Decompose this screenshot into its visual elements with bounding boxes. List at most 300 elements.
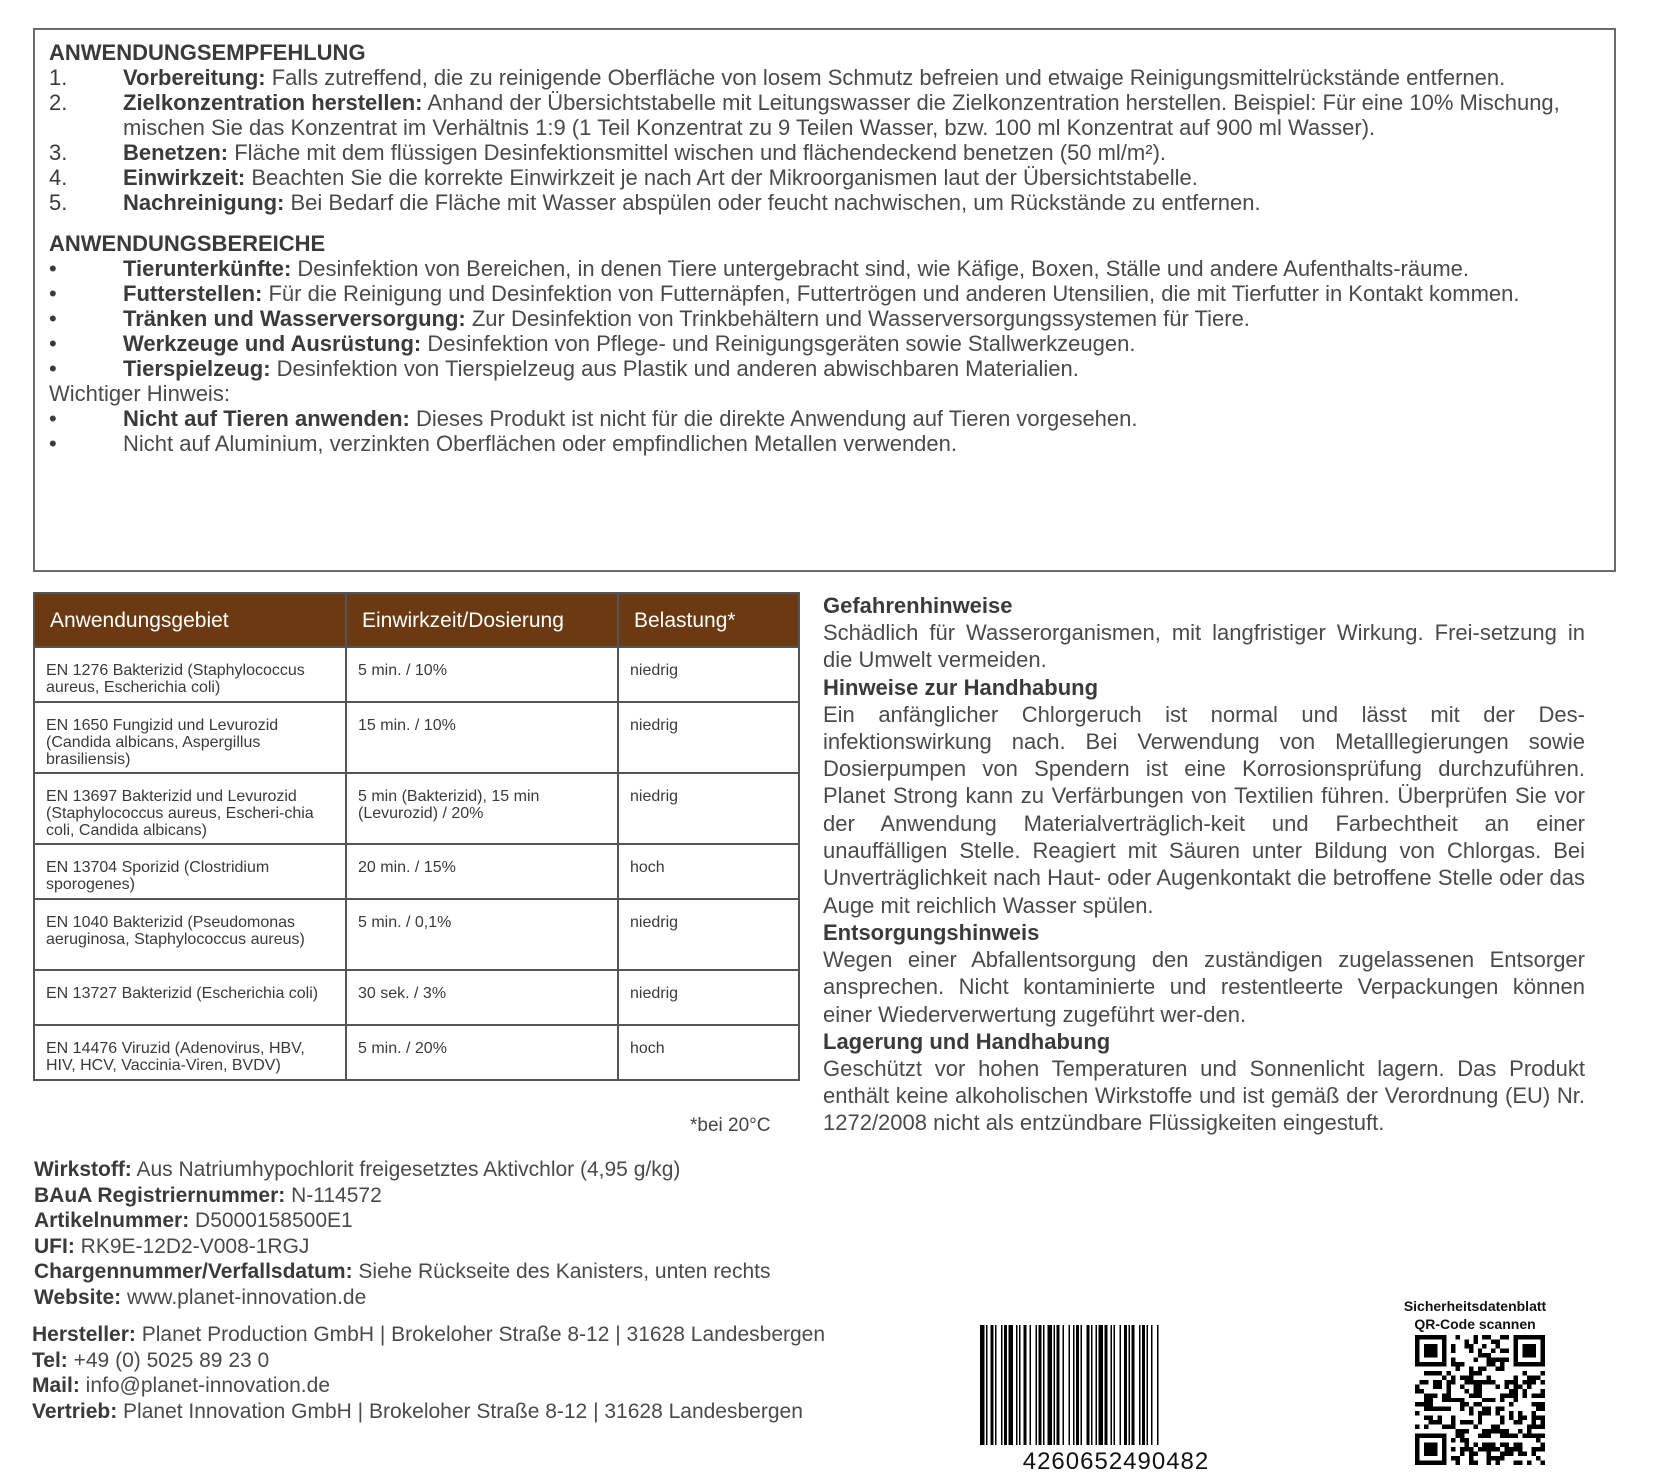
qr-module bbox=[1415, 1353, 1419, 1357]
qr-module bbox=[1428, 1344, 1432, 1348]
qr-module bbox=[1446, 1384, 1450, 1388]
qr-module bbox=[1433, 1384, 1437, 1388]
qr-module bbox=[1500, 1456, 1504, 1460]
table-footnote: *bei 20°C bbox=[690, 1115, 771, 1136]
qr-module bbox=[1487, 1380, 1491, 1384]
qr-module bbox=[1428, 1407, 1432, 1411]
list-item bbox=[49, 356, 1602, 381]
qr-caption-line: Sicherheitsdatenblatt bbox=[1403, 1298, 1547, 1314]
qr-module bbox=[1532, 1393, 1536, 1397]
qr-module bbox=[1496, 1384, 1500, 1388]
qr-module bbox=[1536, 1438, 1540, 1442]
qr-module bbox=[1473, 1371, 1477, 1375]
table-cell: 15 min. / 10% bbox=[346, 702, 618, 773]
item-label: Tränken und Wasserversorgung: bbox=[123, 306, 466, 331]
qr-module bbox=[1518, 1452, 1522, 1456]
list-item bbox=[49, 90, 1602, 140]
qr-module bbox=[1505, 1335, 1509, 1339]
qr-module bbox=[1460, 1398, 1464, 1402]
qr-module bbox=[1469, 1375, 1473, 1379]
qr-module bbox=[1487, 1353, 1491, 1357]
section-text: Schädlich für Wasserorganismen, mit langfristiger Wirkung. Frei-setzung in die Umwelt vermeiden. bbox=[823, 620, 1585, 673]
qr-module bbox=[1415, 1411, 1419, 1415]
table-cell: 5 min (Bakterizid), 15 min (Levurozid) / 20% bbox=[346, 773, 618, 844]
qr-module bbox=[1527, 1461, 1531, 1465]
qr-module bbox=[1527, 1362, 1531, 1366]
table-cell: niedrig bbox=[618, 773, 799, 844]
qr-module bbox=[1428, 1461, 1432, 1465]
qr-module bbox=[1442, 1348, 1446, 1352]
qr-module bbox=[1491, 1357, 1495, 1361]
qr-module bbox=[1464, 1339, 1468, 1343]
column-header: Anwendungsgebiet bbox=[34, 593, 346, 647]
table-cell: 5 min. / 10% bbox=[346, 647, 618, 702]
qr-module bbox=[1536, 1407, 1540, 1411]
qr-module bbox=[1527, 1344, 1531, 1348]
qr-module bbox=[1505, 1380, 1509, 1384]
qr-module bbox=[1536, 1375, 1540, 1379]
qr-module bbox=[1518, 1447, 1522, 1451]
qr-module bbox=[1464, 1447, 1468, 1451]
qr-module bbox=[1442, 1438, 1446, 1442]
table-cell: niedrig bbox=[618, 702, 799, 773]
qr-module bbox=[1514, 1375, 1518, 1379]
qr-module bbox=[1455, 1366, 1459, 1370]
qr-module bbox=[1419, 1335, 1423, 1339]
qr-module bbox=[1536, 1402, 1540, 1406]
qr-module bbox=[1478, 1434, 1482, 1438]
barcode-number: 4260652490482 bbox=[1022, 1448, 1210, 1475]
qr-module bbox=[1428, 1371, 1432, 1375]
qr-module bbox=[1527, 1384, 1531, 1388]
qr-module bbox=[1469, 1393, 1473, 1397]
list-item bbox=[49, 431, 1602, 456]
qr-module bbox=[1451, 1344, 1455, 1348]
qr-module bbox=[1446, 1371, 1450, 1375]
qr-module bbox=[1473, 1380, 1477, 1384]
barcode-bar bbox=[1009, 1325, 1014, 1445]
info-label: UFI: bbox=[34, 1234, 75, 1258]
qr-module bbox=[1419, 1461, 1423, 1465]
qr-module bbox=[1424, 1425, 1428, 1429]
table-row bbox=[34, 844, 799, 899]
barcode-bar bbox=[1030, 1325, 1032, 1445]
qr-module bbox=[1541, 1348, 1545, 1352]
qr-module bbox=[1514, 1335, 1518, 1339]
qr-module bbox=[1455, 1456, 1459, 1460]
item-text: Zur Desinfektion von Trinkbehältern und Wasserversorgungssystemen für Tiere. bbox=[465, 306, 1250, 331]
barcode-bar bbox=[1043, 1325, 1045, 1445]
qr-module bbox=[1415, 1357, 1419, 1361]
qr-module bbox=[1523, 1371, 1527, 1375]
qr-module bbox=[1487, 1357, 1491, 1361]
qr-module bbox=[1455, 1398, 1459, 1402]
qr-module bbox=[1491, 1447, 1495, 1451]
barcode-bar bbox=[1124, 1325, 1127, 1445]
contact-label: Tel: bbox=[32, 1348, 68, 1372]
info-value: N-114572 bbox=[285, 1183, 382, 1207]
qr-module bbox=[1514, 1357, 1518, 1361]
qr-module bbox=[1446, 1398, 1450, 1402]
qr-module bbox=[1442, 1434, 1446, 1438]
table-cell: EN 13704 Sporizid (Clostridium sporogenes) bbox=[34, 844, 346, 899]
qr-module bbox=[1523, 1452, 1527, 1456]
qr-caption bbox=[1385, 1297, 1565, 1333]
section-text: Geschützt vor hohen Temperaturen und Sonnenlicht lagern. Das Produkt enthält keine alkoholischen Wirkstoffe und ist gemäß der Verordnung (EU) Nr. 1272/2008 nicht als entzündbare Flüssigkeiten eingestuft. bbox=[823, 1055, 1585, 1136]
qr-module bbox=[1415, 1443, 1419, 1447]
qr-module bbox=[1532, 1411, 1536, 1415]
item-label: Einwirkzeit: bbox=[123, 165, 246, 190]
qr-module bbox=[1532, 1362, 1536, 1366]
qr-module bbox=[1415, 1447, 1419, 1451]
qr-module bbox=[1514, 1348, 1518, 1352]
qr-module bbox=[1473, 1461, 1477, 1465]
item-label: Benetzen: bbox=[123, 140, 229, 165]
qr-module bbox=[1487, 1407, 1491, 1411]
qr-module bbox=[1451, 1438, 1455, 1442]
qr-module bbox=[1428, 1416, 1432, 1420]
info-label: BAuA Registriernummer: bbox=[34, 1183, 286, 1207]
item-label: Zielkonzentration herstellen: bbox=[123, 90, 423, 115]
list-item bbox=[49, 65, 1602, 90]
qr-module bbox=[1415, 1434, 1419, 1438]
qr-module bbox=[1419, 1434, 1423, 1438]
qr-module bbox=[1464, 1389, 1468, 1393]
item-text: Für die Reinigung und Desinfektion von Futternäpfen, Futtertrögen und anderen Utensilien, die mit Tierfutter in Kontakt kommen. bbox=[262, 281, 1520, 306]
list-marker: 1. bbox=[49, 65, 68, 90]
qr-module bbox=[1424, 1416, 1428, 1420]
qr-module bbox=[1496, 1411, 1500, 1415]
qr-module bbox=[1505, 1357, 1509, 1361]
contact-label: Vertrieb: bbox=[32, 1399, 118, 1423]
qr-module bbox=[1487, 1443, 1491, 1447]
qr-module bbox=[1509, 1447, 1513, 1451]
qr-module bbox=[1478, 1371, 1482, 1375]
qr-module bbox=[1532, 1353, 1536, 1357]
qr-module bbox=[1523, 1416, 1527, 1420]
qr-module bbox=[1509, 1393, 1513, 1397]
qr-module bbox=[1487, 1434, 1491, 1438]
info-label: Artikelnummer: bbox=[34, 1209, 190, 1233]
qr-module bbox=[1527, 1335, 1531, 1339]
qr-module bbox=[1482, 1434, 1486, 1438]
qr-module bbox=[1482, 1344, 1486, 1348]
qr-module bbox=[1464, 1429, 1468, 1433]
table-cell: EN 1276 Bakterizid (Staphylococcus aureus, Escherichia coli) bbox=[34, 647, 346, 702]
contact-value: +49 (0) 5025 89 23 0 bbox=[67, 1348, 270, 1372]
table-cell: 5 min. / 20% bbox=[346, 1025, 618, 1080]
qr-module bbox=[1451, 1425, 1455, 1429]
areas-title: ANWENDUNGSBEREICHE bbox=[49, 231, 326, 256]
qr-module bbox=[1460, 1402, 1464, 1406]
qr-module bbox=[1541, 1407, 1545, 1411]
qr-module bbox=[1536, 1362, 1540, 1366]
qr-module bbox=[1541, 1416, 1545, 1420]
qr-module bbox=[1478, 1416, 1482, 1420]
barcode-bar bbox=[1096, 1325, 1098, 1445]
qr-module bbox=[1442, 1461, 1446, 1465]
qr-module bbox=[1541, 1389, 1545, 1393]
qr-module bbox=[1491, 1429, 1495, 1433]
qr-module bbox=[1496, 1456, 1500, 1460]
qr-module bbox=[1523, 1393, 1527, 1397]
qr-module bbox=[1523, 1335, 1527, 1339]
qr-module bbox=[1437, 1362, 1441, 1366]
qr-module bbox=[1473, 1384, 1477, 1388]
qr-module bbox=[1482, 1353, 1486, 1357]
qr-module bbox=[1451, 1375, 1455, 1379]
qr-module bbox=[1460, 1375, 1464, 1379]
qr-module bbox=[1464, 1443, 1468, 1447]
qr-module bbox=[1505, 1434, 1509, 1438]
qr-module bbox=[1469, 1380, 1473, 1384]
qr-module bbox=[1469, 1407, 1473, 1411]
contact-value: Planet Production GmbH | Brokeloher Straße 8-12 | 31628 Landesbergen bbox=[135, 1323, 826, 1346]
item-text: Nicht auf Aluminium, verzinkten Oberflächen oder empfindlichen Metallen verwenden. bbox=[123, 431, 957, 456]
qr-module bbox=[1518, 1335, 1522, 1339]
barcode-bar bbox=[986, 1325, 988, 1445]
qr-module bbox=[1514, 1362, 1518, 1366]
efficacy-table bbox=[33, 592, 800, 1081]
qr-module bbox=[1415, 1348, 1419, 1352]
qr-module bbox=[1505, 1443, 1509, 1447]
qr-module bbox=[1460, 1407, 1464, 1411]
list-item bbox=[49, 190, 1602, 215]
qr-module bbox=[1491, 1339, 1495, 1343]
qr-module bbox=[1527, 1434, 1531, 1438]
qr-module bbox=[1482, 1407, 1486, 1411]
list-item bbox=[49, 331, 1602, 356]
table-cell: niedrig bbox=[618, 970, 799, 1025]
barcode-bar bbox=[1001, 1325, 1003, 1445]
qr-module bbox=[1505, 1447, 1509, 1451]
qr-module bbox=[1487, 1429, 1491, 1433]
qr-module bbox=[1482, 1335, 1486, 1339]
qr-module bbox=[1509, 1389, 1513, 1393]
table-cell: hoch bbox=[618, 1025, 799, 1080]
bullet: • bbox=[49, 431, 57, 456]
qr-module bbox=[1442, 1375, 1446, 1379]
barcode-bar bbox=[1157, 1325, 1159, 1445]
item-text: Beachten Sie die korrekte Einwirkzeit je nach Art der Mikroorganismen laut der Übersichtstabelle. bbox=[245, 165, 1198, 190]
product-info bbox=[34, 1157, 770, 1311]
qr-module bbox=[1428, 1398, 1432, 1402]
barcode-bar bbox=[1019, 1325, 1021, 1445]
barcode-bar bbox=[1147, 1325, 1149, 1445]
qr-module bbox=[1428, 1348, 1432, 1352]
qr-module bbox=[1442, 1339, 1446, 1343]
info-value: Siehe Rückseite des Kanisters, unten rechts bbox=[352, 1260, 771, 1284]
qr-module bbox=[1415, 1402, 1419, 1406]
qr-module bbox=[1478, 1366, 1482, 1370]
qr-module bbox=[1491, 1362, 1495, 1366]
qr-module bbox=[1433, 1344, 1437, 1348]
qr-module bbox=[1442, 1353, 1446, 1357]
qr-module bbox=[1532, 1402, 1536, 1406]
qr-module bbox=[1451, 1398, 1455, 1402]
qr-module bbox=[1437, 1416, 1441, 1420]
qr-module bbox=[1532, 1452, 1536, 1456]
table-cell: hoch bbox=[618, 844, 799, 899]
info-line bbox=[34, 1208, 770, 1234]
qr-module bbox=[1478, 1384, 1482, 1388]
qr-module bbox=[1541, 1461, 1545, 1465]
section-title: Lagerung und Handhabung bbox=[823, 1028, 1111, 1054]
qr-module bbox=[1442, 1357, 1446, 1361]
qr-module bbox=[1541, 1443, 1545, 1447]
qr-module bbox=[1536, 1434, 1540, 1438]
qr-module bbox=[1536, 1335, 1540, 1339]
qr-module bbox=[1505, 1348, 1509, 1352]
info-line bbox=[34, 1285, 770, 1311]
section-text: Wegen einer Abfallentsorgung den zuständigen zugelassenen Entsorger ansprechen. Nicht kontaminierte und restentleerte Verpackungen können einer Wiederverwertung zugeführt wer-den. bbox=[823, 946, 1585, 1027]
qr-module bbox=[1509, 1402, 1513, 1406]
qr-module bbox=[1527, 1375, 1531, 1379]
list-item bbox=[49, 306, 1602, 331]
qr-module bbox=[1469, 1366, 1473, 1370]
barcode-bar bbox=[1073, 1325, 1075, 1445]
barcode-bar bbox=[1016, 1325, 1018, 1445]
qr-module bbox=[1541, 1393, 1545, 1397]
list-item bbox=[49, 165, 1602, 190]
qr-module bbox=[1478, 1353, 1482, 1357]
qr-module bbox=[1518, 1420, 1522, 1424]
qr-module bbox=[1442, 1335, 1446, 1339]
item-label: Vorbereitung: bbox=[123, 65, 266, 90]
qr-module bbox=[1505, 1429, 1509, 1433]
qr-module bbox=[1527, 1429, 1531, 1433]
qr-module bbox=[1478, 1411, 1482, 1415]
qr-module bbox=[1500, 1335, 1504, 1339]
qr-module bbox=[1536, 1393, 1540, 1397]
qr-module bbox=[1491, 1398, 1495, 1402]
table-cell: EN 13697 Bakterizid und Levurozid (Staphylococcus aureus, Escheri-chia coli, Candida albicans) bbox=[34, 773, 346, 844]
qr-module bbox=[1482, 1447, 1486, 1451]
info-label: Chargennummer/Verfallsdatum: bbox=[34, 1260, 353, 1284]
item-text: Desinfektion von Bereichen, in denen Tiere untergebracht sind, wie Käfige, Boxen, Ställe und andere Aufenthalts-räume. bbox=[291, 256, 1470, 281]
qr-module bbox=[1478, 1393, 1482, 1397]
qr-module bbox=[1500, 1362, 1504, 1366]
qr-module bbox=[1464, 1375, 1468, 1379]
column-header: Belastung* bbox=[618, 593, 799, 647]
qr-module bbox=[1541, 1339, 1545, 1343]
qr-module bbox=[1482, 1398, 1486, 1402]
contact-line bbox=[32, 1373, 825, 1399]
table-cell: 20 min. / 15% bbox=[346, 844, 618, 899]
qr-module bbox=[1428, 1393, 1432, 1397]
qr-module bbox=[1424, 1398, 1428, 1402]
qr-module bbox=[1496, 1429, 1500, 1433]
qr-module bbox=[1424, 1393, 1428, 1397]
qr-module bbox=[1536, 1447, 1540, 1451]
qr-module bbox=[1532, 1425, 1536, 1429]
section-title: Gefahrenhinweise bbox=[823, 593, 1013, 618]
qr-module bbox=[1433, 1393, 1437, 1397]
barcode-bar bbox=[1081, 1325, 1083, 1445]
qr-module bbox=[1437, 1420, 1441, 1424]
qr-module bbox=[1428, 1362, 1432, 1366]
qr-module bbox=[1424, 1362, 1428, 1366]
table-row bbox=[34, 773, 799, 844]
qr-module bbox=[1541, 1434, 1545, 1438]
qr-module bbox=[1514, 1420, 1518, 1424]
usage-title: ANWENDUNGSEMPFEHLUNG bbox=[49, 40, 366, 65]
qr-module bbox=[1532, 1375, 1536, 1379]
qr-code[interactable] bbox=[1415, 1335, 1545, 1465]
qr-module bbox=[1442, 1393, 1446, 1397]
qr-module bbox=[1469, 1371, 1473, 1375]
list-item bbox=[49, 140, 1602, 165]
barcode-bar bbox=[1076, 1325, 1079, 1445]
qr-module bbox=[1433, 1335, 1437, 1339]
barcode-bar bbox=[1087, 1325, 1090, 1445]
qr-module bbox=[1478, 1402, 1482, 1406]
qr-module bbox=[1451, 1416, 1455, 1420]
usage-instructions-box bbox=[33, 28, 1616, 572]
qr-module bbox=[1473, 1335, 1477, 1339]
qr-module bbox=[1527, 1353, 1531, 1357]
info-line bbox=[34, 1183, 770, 1209]
qr-module bbox=[1518, 1461, 1522, 1465]
qr-module bbox=[1464, 1344, 1468, 1348]
areas-list bbox=[49, 256, 1602, 381]
item-text: Desinfektion von Tierspielzeug aus Plastik und anderen abwischbaren Materialien. bbox=[270, 356, 1079, 381]
table-row bbox=[34, 647, 799, 702]
qr-module bbox=[1451, 1362, 1455, 1366]
qr-module bbox=[1500, 1416, 1504, 1420]
table-cell: EN 1650 Fungizid und Levurozid (Candida albicans, Aspergillus brasiliensis) bbox=[34, 702, 346, 773]
qr-module bbox=[1433, 1371, 1437, 1375]
qr-module bbox=[1500, 1429, 1504, 1433]
qr-module bbox=[1478, 1389, 1482, 1393]
qr-module bbox=[1500, 1348, 1504, 1352]
qr-module bbox=[1500, 1407, 1504, 1411]
qr-module bbox=[1451, 1380, 1455, 1384]
qr-module bbox=[1473, 1425, 1477, 1429]
qr-module bbox=[1487, 1411, 1491, 1415]
qr-module bbox=[1442, 1344, 1446, 1348]
barcode-bar bbox=[980, 1325, 985, 1445]
qr-module bbox=[1437, 1380, 1441, 1384]
list-marker: 2. bbox=[49, 90, 68, 115]
qr-module bbox=[1514, 1434, 1518, 1438]
qr-module bbox=[1518, 1384, 1522, 1388]
qr-module bbox=[1473, 1339, 1477, 1343]
qr-module bbox=[1487, 1461, 1491, 1465]
qr-module bbox=[1500, 1443, 1504, 1447]
bullet: • bbox=[49, 356, 57, 381]
qr-module bbox=[1523, 1344, 1527, 1348]
contact-line bbox=[32, 1399, 825, 1425]
qr-module bbox=[1514, 1461, 1518, 1465]
barcode-bar bbox=[1048, 1325, 1053, 1445]
qr-module bbox=[1415, 1344, 1419, 1348]
qr-module bbox=[1424, 1402, 1428, 1406]
qr-module bbox=[1500, 1357, 1504, 1361]
barcode-bar bbox=[1132, 1325, 1135, 1445]
qr-module bbox=[1451, 1348, 1455, 1352]
qr-module bbox=[1482, 1380, 1486, 1384]
table-row bbox=[34, 1025, 799, 1080]
info-value: RK9E-12D2-V008-1RGJ bbox=[74, 1234, 310, 1258]
table-row bbox=[34, 899, 799, 970]
barcode-bar bbox=[1114, 1325, 1116, 1445]
section-text: Ein anfänglicher Chlorgeruch ist normal und lässt mit der Des-infektionswirkung nach. Bei Verwendung von Metalllegierungen sowie Dosierpumpen von Spendern ist eine Korrosionsprüfung durchzuführen. Planet Strong kann zu Verfärbungen von Textilien führen. Überprüfen Sie vor der Anwendung Materialverträglich-keit und Farbechtheit an einer unauffälligen Stelle. Reagiert mit Säuren unter Bildung von Chlorgas. Bei Unverträglichkeit nach Haut- oder Augenkontakt die betroffene Stelle oder das Auge mit reichlich Wasser spülen. bbox=[823, 701, 1585, 918]
item-text: Anhand der Übersichtstabelle mit Leitungswasser die Zielkonzentration herstellen. Beispiel: Für eine 10% Mischung, mischen Sie das Konzentrat im Verhältnis 1:9 (1 Teil Konzentrat zu 9 Teilen Wasser, bzw. 100 ml Konzentrat auf 900 ml Wasser). bbox=[123, 90, 1560, 140]
qr-module bbox=[1424, 1380, 1428, 1384]
qr-module bbox=[1541, 1402, 1545, 1406]
qr-module bbox=[1478, 1420, 1482, 1424]
